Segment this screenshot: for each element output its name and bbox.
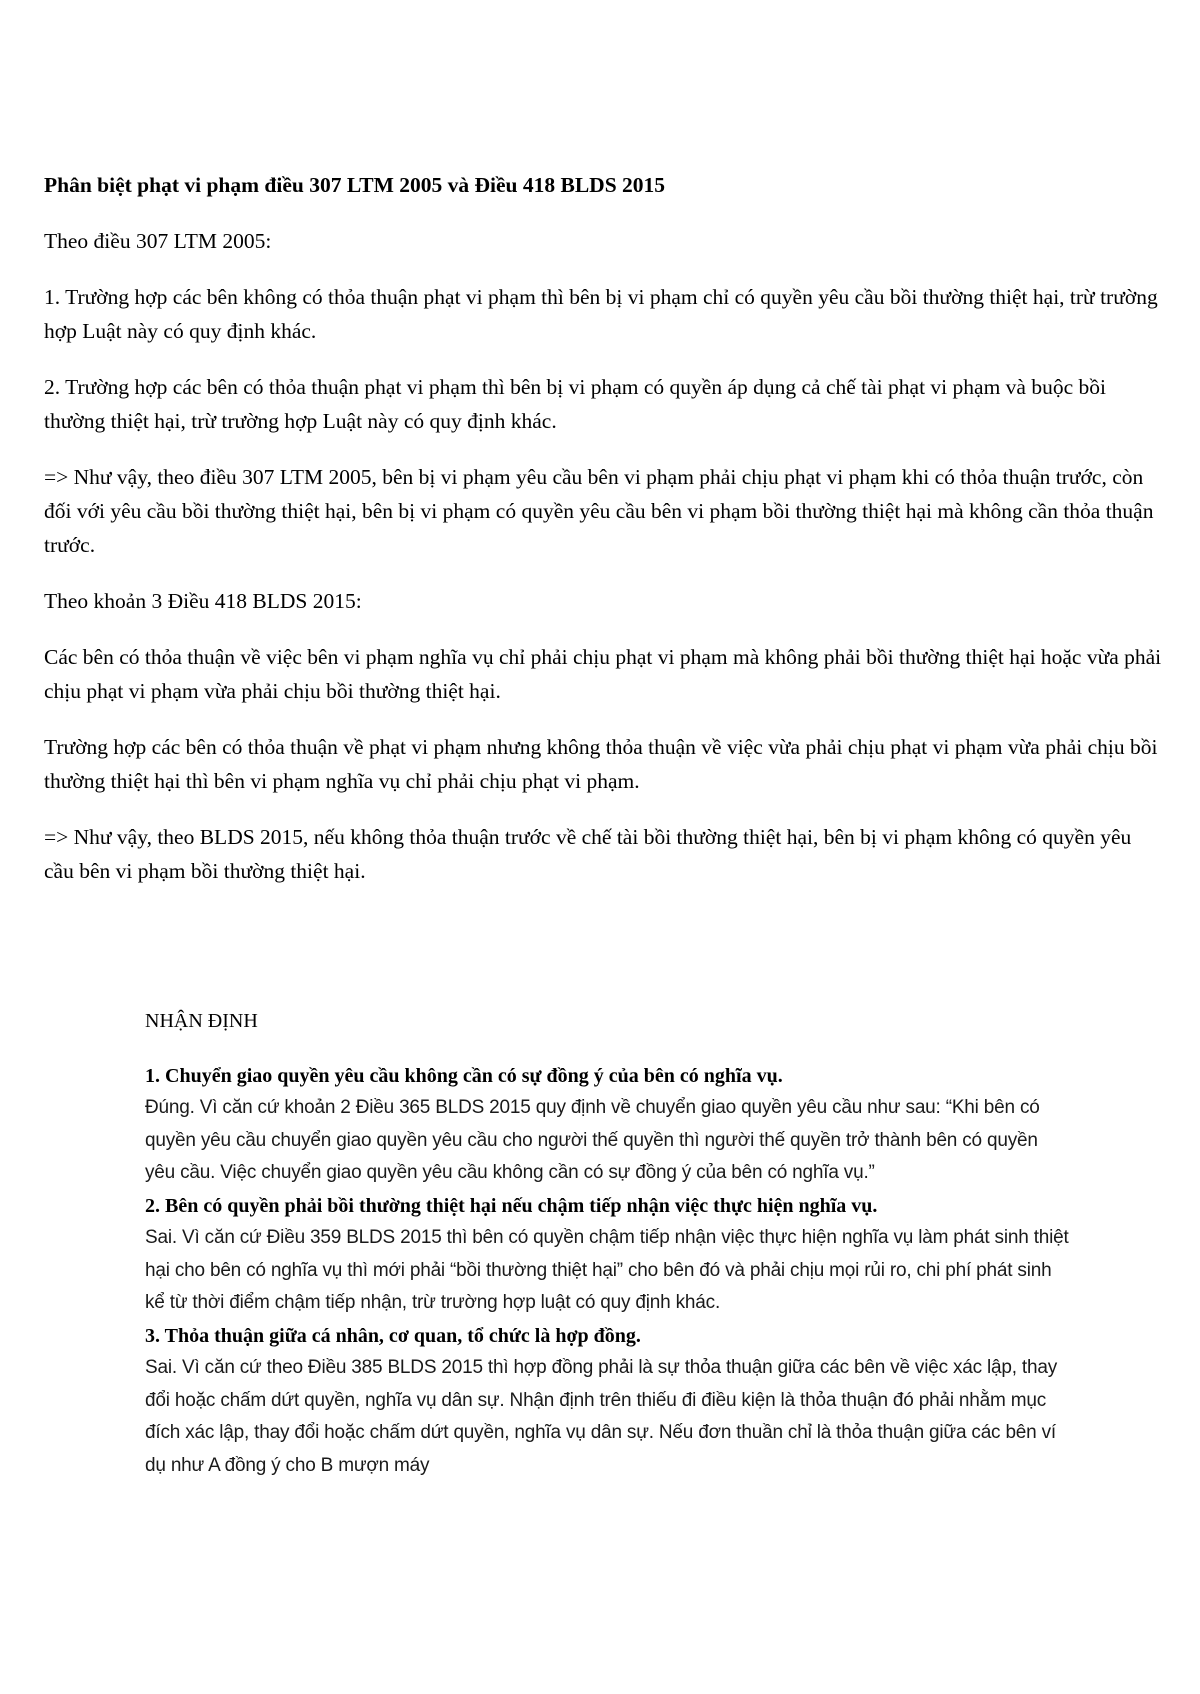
statement-answer: Sai. Vì căn cứ theo Điều 385 BLDS 2015 thì hợp đồng phải là sự thỏa thuận giữa các bên về việc xác lập, thay đổi hoặc chấm dứt quyền, nghĩa vụ dân sự. Nhận định trên thiếu đi điều kiện là thỏa thuận đó phải nhằm mục đích xác lập, thay đổi hoặc chấm dứt quyền, nghĩa vụ dân sự. Nếu đơn thuần chỉ là thỏa thuận giữa các bên ví dụ như A đồng ý cho B mượn máy [145,1357,1058,1476]
statement-answer: Đúng. Vì căn cứ khoản 2 Điều 365 BLDS 2015 quy định về chuyển giao quyền yêu cầu như sau: “Khi bên có quyền yêu cầu chuyển giao quyền yêu cầu cho người thế quyền thì người thế quyền trở thành bên có quyền yêu cầu. Việc chuyển giao quyền yêu cầu không cần có sự đồng ý của bên có nghĩa vụ.” [145,1097,1040,1183]
paragraph: => Như vậy, theo điều 307 LTM 2005, bên bị vi phạm yêu cầu bên vi phạm phải chịu phạt vi phạm khi có thỏa thuận trước, còn đối với yêu cầu bồi thường thiệt hại, bên bị vi phạm có quyền yêu cầu bên vi phạm bồi thường thiệt hại mà không cần thỏa thuận trước. [44,465,1154,557]
paragraph: Các bên có thỏa thuận về việc bên vi phạm nghĩa vụ chỉ phải chịu phạt vi phạm mà không phải bồi thường thiệt hại hoặc vừa phải chịu phạt vi phạm vừa phải chịu bồi thường thiệt hại. [44,645,1162,703]
paragraph: 1. Trường hợp các bên không có thỏa thuận phạt vi phạm thì bên bị vi phạm chỉ có quyền yêu cầu bồi thường thiệt hại, trừ trường hợp Luật này có quy định khác. [44,285,1158,343]
paragraph: Theo điều 307 LTM 2005: [44,229,272,253]
statements-title: NHẬN ĐỊNH [145,1010,258,1032]
section-heading: Phân biệt phạt vi phạm điều 307 LTM 2005 và Điều 418 BLDS 2015 [44,173,666,197]
statement-question: 1. Chuyển giao quyền yêu cầu không cần có sự đồng ý của bên có nghĩa vụ. [145,1064,783,1087]
statements-section [145,1005,1070,1482]
paragraph: Trường hợp các bên có thỏa thuận về phạt vi phạm nhưng không thỏa thuận về việc vừa phải chịu phạt vi phạm vừa phải chịu bồi thường thiệt hại thì bên vi phạm nghĩa vụ chỉ phải chịu phạt vi phạm. [44,735,1158,793]
paragraph: 2. Trường hợp các bên có thỏa thuận phạt vi phạm thì bên bị vi phạm có quyền áp dụng cả chế tài phạt vi phạm và buộc bồi thường thiệt hại, trừ trường hợp Luật này có quy định khác. [44,375,1106,433]
paragraph: Theo khoản 3 Điều 418 BLDS 2015: [44,589,362,613]
penalty-comparison-section [44,168,1164,910]
statement-question: 2. Bên có quyền phải bồi thường thiệt hại nếu chậm tiếp nhận việc thực hiện nghĩa vụ. [145,1194,878,1217]
statement-question: 3. Thỏa thuận giữa cá nhân, cơ quan, tổ chức là hợp đồng. [145,1324,641,1347]
paragraph: => Như vậy, theo BLDS 2015, nếu không thỏa thuận trước về chế tài bồi thường thiệt hại, bên bị vi phạm không có quyền yêu cầu bên vi phạm bồi thường thiệt hại. [44,825,1132,883]
statement-answer: Sai. Vì căn cứ Điều 359 BLDS 2015 thì bên có quyền chậm tiếp nhận việc thực hiện nghĩa vụ làm phát sinh thiệt hại cho bên có nghĩa vụ thì mới phải “bồi thường thiệt hại” cho bên đó và phải chịu mọi rủi ro, chi phí phát sinh kể từ thời điểm chậm tiếp nhận, trừ trường hợp luật có quy định khác. [145,1227,1069,1313]
